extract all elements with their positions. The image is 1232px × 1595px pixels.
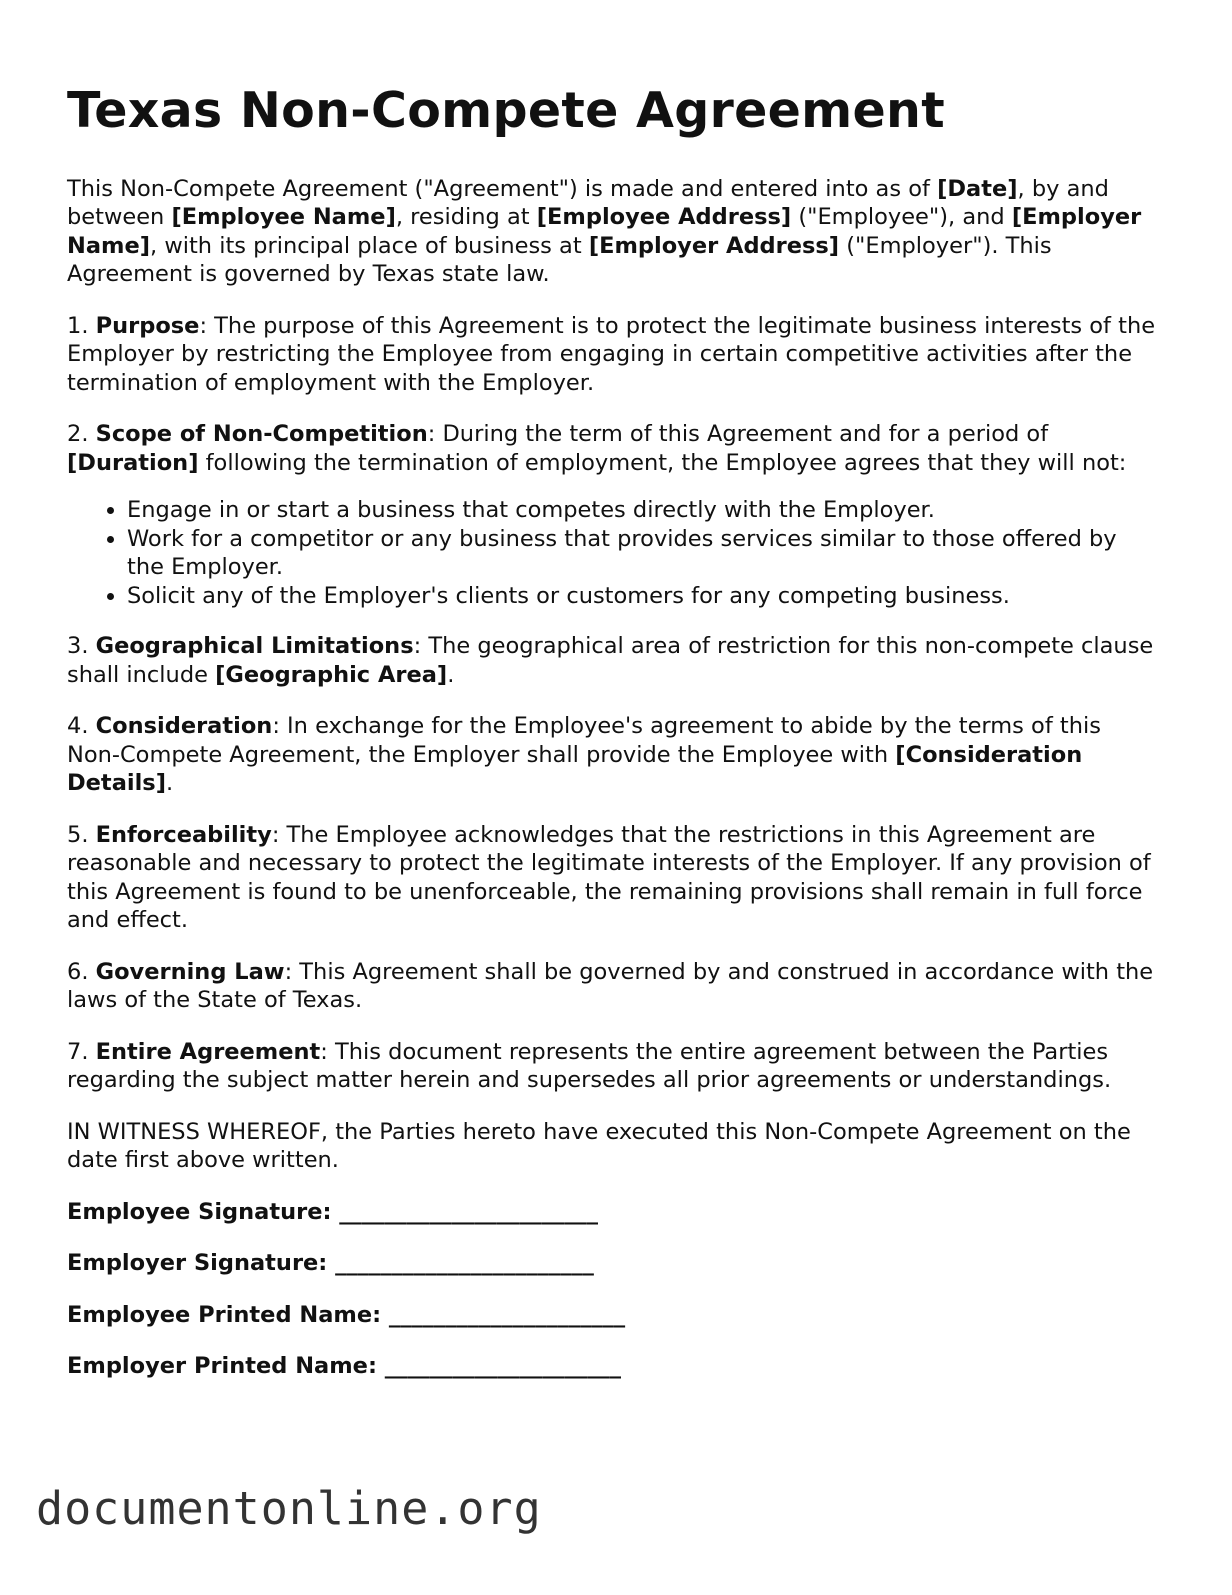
section-number: 5.: [67, 821, 96, 848]
document-title: Texas Non-Compete Agreement: [67, 82, 945, 139]
geographic-area-placeholder: [Geographic Area]: [215, 661, 448, 688]
intro-text-5: , with its principal place of business at: [150, 232, 589, 259]
section-number: 2.: [67, 421, 96, 448]
employee-signature-line[interactable]: Employee Signature: _______________________: [67, 1198, 599, 1225]
section-heading: Governing Law: [95, 958, 285, 985]
employer-signature-line[interactable]: Employer Signature: _______________________: [67, 1250, 594, 1277]
section-number: 4.: [67, 713, 96, 740]
list-item: • Engage in or start a business that competes directly with the Employer.: [127, 496, 1157, 525]
date-placeholder: [Date]: [937, 175, 1018, 202]
section-geographical: [67, 632, 1157, 689]
employee-address-placeholder: [Employee Address]: [536, 204, 792, 231]
site-watermark: documentonline.org: [36, 1482, 542, 1535]
section-heading: Enforceability: [95, 821, 272, 848]
section-text: : The purpose of this Agreement is to protect the legitimate business interests of the Employer by restricting the Employee from engaging in certain competitive activities after the termination of employment with the Employer.: [67, 312, 1156, 396]
section-number: 1.: [67, 312, 96, 339]
employee-name-placeholder: [Employee Name]: [171, 204, 396, 231]
section-heading: Geographical Limitations: [95, 633, 414, 660]
intro-text-4: ("Employee"), and: [791, 204, 1012, 231]
section-number: 3.: [67, 633, 96, 660]
employer-name-placeholder: [Employer Name]: [67, 204, 1142, 259]
restriction-list: [67, 496, 1157, 610]
intro-paragraph: [67, 175, 1157, 289]
list-item: • Work for a competitor or any business that provides services similar to those offered by the Employer.: [127, 525, 1157, 582]
section-governing-law: [67, 958, 1157, 1015]
section-scope: [67, 420, 1157, 477]
section-enforceability: [67, 821, 1157, 935]
intro-text-1: This Non-Compete Agreement ("Agreement") is made and entered into as of: [67, 175, 938, 202]
intro-text-3: , residing at: [395, 204, 537, 231]
document-page: [67, 82, 1157, 1404]
section-heading: Entire Agreement: [95, 1038, 321, 1065]
section-text: .: [165, 770, 174, 797]
section-heading: Scope of Non-Competition: [95, 421, 428, 448]
section-text: : This document represents the entire agreement between the Parties regarding the subject matter herein and supersedes all prior agreements or understandings.: [67, 1038, 1112, 1094]
consideration-placeholder: [Consideration Details]: [67, 741, 1083, 797]
section-text: : In exchange for the Employee's agreement to abide by the terms of this Non-Compete Agreement, the Employer shall provide the Employee with: [67, 713, 1101, 768]
section-text: : The geographical area of restriction for this non-compete clause shall include: [67, 633, 1154, 688]
intro-text-2: , by and between: [67, 175, 1109, 231]
section-number: 6.: [67, 958, 96, 985]
section-text: following the termination of employment, the Employee agrees that they will not:: [198, 449, 1127, 476]
section-purpose: [67, 312, 1157, 398]
section-text: : This Agreement shall be governed by and construed in accordance with the laws of the State of Texas.: [67, 958, 1154, 1014]
section-heading: Consideration: [95, 713, 273, 740]
section-text: : The Employee acknowledges that the restrictions in this Agreement are reasonable and necessary to protect the legitimate interests of the Employer. If any provision of this Agreement is found to be unenforceable, the remaining provisions shall remain in full force and effect.: [67, 821, 1151, 934]
list-item: • Solicit any of the Employer's clients or customers for any competing business.: [127, 582, 1157, 611]
section-text: : During the term of this Agreement and for a period of: [427, 421, 1049, 448]
section-heading: Purpose: [95, 312, 200, 339]
witness-paragraph: IN WITNESS WHEREOF, the Parties hereto have executed this Non-Compete Agreement on the date first above written.: [67, 1118, 1131, 1174]
section-consideration: [67, 712, 1157, 798]
employer-address-placeholder: [Employer Address]: [588, 232, 840, 259]
section-text: .: [447, 661, 455, 688]
duration-placeholder: [Duration]: [67, 449, 199, 476]
employee-printed-name-line[interactable]: Employee Printed Name: _____________________: [67, 1301, 626, 1328]
section-number: 7.: [67, 1038, 96, 1065]
section-entire-agreement: [67, 1038, 1157, 1095]
intro-text-6: ("Employer"). This Agreement is governed by Texas state law.: [67, 232, 1052, 288]
employer-printed-name-line[interactable]: Employer Printed Name: _____________________: [67, 1353, 622, 1380]
